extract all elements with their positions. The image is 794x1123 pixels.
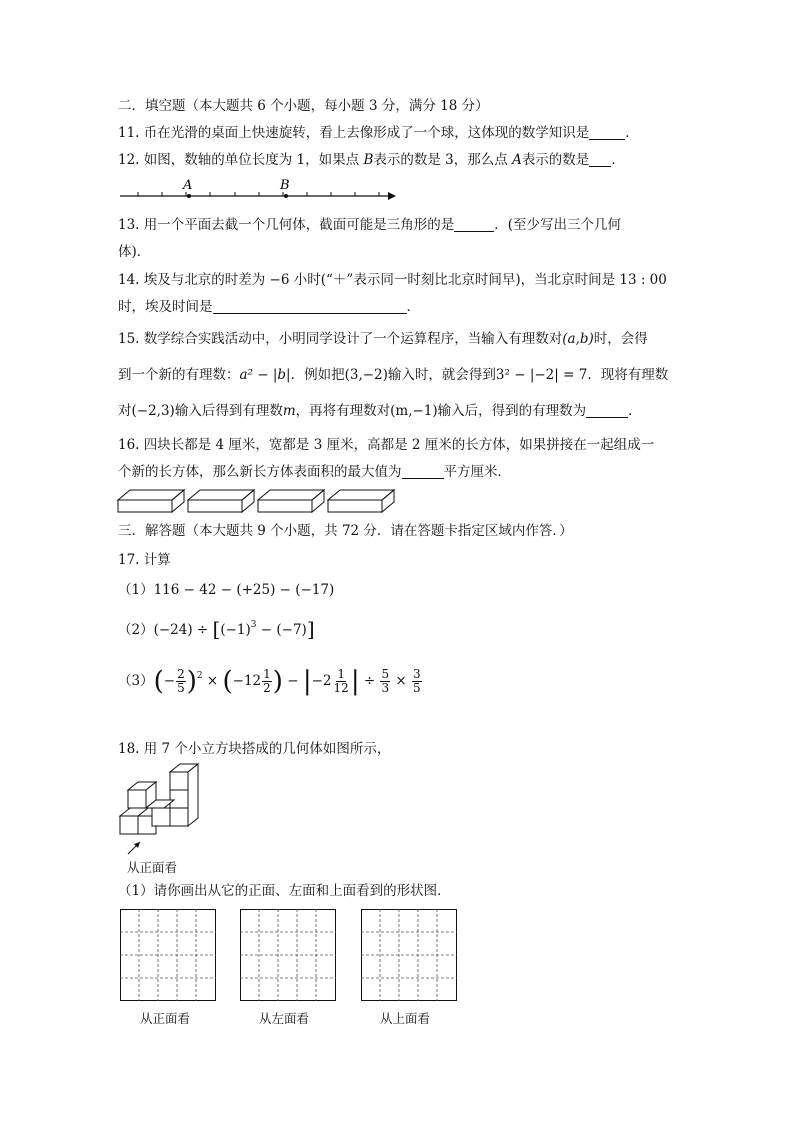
grid-caption-left: 从左面看 bbox=[259, 1011, 310, 1026]
question-16-line2 bbox=[118, 463, 511, 481]
q13-line2: 体)． bbox=[118, 244, 151, 260]
q11-answer-blank[interactable] bbox=[589, 125, 625, 140]
q12-text: 12. 如图，数轴的单位长度为 1，如果点 bbox=[118, 152, 360, 168]
q14-line2-end: ． bbox=[406, 299, 420, 315]
cube-stack-figure bbox=[118, 762, 208, 842]
q18-title: 18. 用 7 个小立方块搭成的几何体如图所示， bbox=[118, 741, 391, 757]
q17-p3-frac3: $\frac{5}{3}$ bbox=[381, 667, 390, 695]
q15-expr-example: 3² − |−2| = 7 bbox=[495, 367, 588, 383]
q15-line2-mid: ．例如把 bbox=[290, 367, 345, 383]
q15-pair-example: (3,−2) bbox=[344, 367, 388, 383]
q15-answer-blank[interactable] bbox=[586, 403, 628, 418]
q16-line1: 16. 四块长都是 4 厘米，宽都是 3 厘米，高都是 2 厘米的长方体，如果拼接在一起组成一 bbox=[118, 437, 655, 453]
cuboid-1 bbox=[118, 490, 184, 512]
number-line-label-a: A bbox=[183, 178, 193, 193]
q15-line1-end: 时，会得 bbox=[593, 331, 648, 347]
q17-title: 17. 计算 bbox=[118, 552, 171, 568]
q11-end: ． bbox=[625, 125, 639, 141]
q17-p2-expr-a: (−24) ÷ bbox=[153, 622, 213, 638]
grid-front-view[interactable] bbox=[120, 909, 216, 1001]
q14-line2: 时，埃及时间是 bbox=[118, 299, 213, 315]
q15-line1: 15. 数学综合实践活动中，小明同学设计了一个运算程序，当输入有理数对 bbox=[118, 331, 563, 347]
q15-line3-mid: 输入后得到有理数 bbox=[174, 403, 283, 419]
q12-point-b: B bbox=[363, 152, 374, 168]
q15-line2-mid2: 输入时，就会得到 bbox=[387, 367, 496, 383]
q17-p2-exponent: 3 bbox=[250, 620, 257, 630]
question-13 bbox=[118, 216, 621, 234]
q15-m: m bbox=[282, 403, 296, 419]
q17-p3-mixed1-int: −12 bbox=[232, 673, 262, 689]
q12-end2: ． bbox=[611, 152, 625, 168]
question-11 bbox=[118, 124, 639, 142]
grid-left-view[interactable] bbox=[240, 909, 336, 1001]
q17-p3-square: 2 bbox=[196, 671, 203, 681]
q16-answer-blank[interactable] bbox=[402, 464, 444, 479]
q17-p2-expr-b: (−1) bbox=[220, 622, 251, 638]
cuboid-4 bbox=[328, 490, 394, 512]
question-12 bbox=[118, 151, 625, 169]
q12-answer-blank[interactable] bbox=[589, 152, 611, 167]
q16-line2: 个新的长方体，那么新长方体表面积的最大值为 bbox=[118, 464, 402, 480]
q17-part3: （3）(− $\frac{2}{5}$ )$^2$ × (−12 $\frac{1}{2}$ ) − |−2 $\frac{1}{12}$ | ÷ $\frac{5}{3}$ × $\frac{3}{5}$ bbox=[118, 666, 421, 697]
q15-pair-input: (−2,3) bbox=[131, 403, 175, 419]
number-line bbox=[118, 176, 398, 204]
section-2-heading: 二．填空题（本大题共 6 个小题，每小题 3 分，满分 18 分） bbox=[118, 98, 489, 114]
q16-line2-end: 平方厘米． bbox=[443, 464, 511, 480]
q12-mid: 表示的数是 3，那么点 bbox=[373, 152, 508, 168]
q14-line1: 14. 埃及与北京的时差为 −6 小时(“＋”表示同一时刻比北京时间早)，当北京时间是 13 : 00 bbox=[118, 272, 667, 288]
q15-line2-end: ．现将有理数 bbox=[587, 367, 669, 383]
q13-line1: 13. 用一个平面去截一个几何体，截面可能是三角形的是 bbox=[118, 217, 455, 233]
q17-p3-frac4: $\frac{3}{5}$ bbox=[413, 667, 421, 695]
q15-pair-m: (m,−1) bbox=[390, 403, 438, 419]
section-3-heading: 三．解答题（本大题共 9 个小题，共 72 分．请在答题卡指定区域内作答．） bbox=[118, 523, 573, 539]
q11-text: 11. 币在光滑的桌面上快速旋转，看上去像形成了一个球，这体现的数学知识是 bbox=[118, 125, 590, 141]
q15-line3-mid2: ，再将有理数对 bbox=[295, 403, 391, 419]
q15-pair-ab: (a,b) bbox=[562, 331, 594, 347]
four-cuboids-figure bbox=[118, 488, 398, 516]
q15-expr: a² − |b| bbox=[239, 367, 291, 383]
question-14-line2 bbox=[118, 298, 420, 316]
q17-p3-mixed1-frac: $\frac{1}{2}$ bbox=[263, 667, 271, 695]
q13-line1-end: ．(至少写出三个几何 bbox=[494, 217, 622, 233]
q17-p3-label: （3） bbox=[118, 673, 154, 689]
q12-point-a: A bbox=[512, 152, 522, 168]
grid-top-view[interactable] bbox=[361, 909, 457, 1001]
q17-p1-label: （1） bbox=[118, 582, 154, 598]
q15-line2-start: 到一个新的有理数： bbox=[118, 367, 240, 383]
question-15-line2 bbox=[118, 366, 668, 384]
q17-p3-mixed2-int: −2 bbox=[311, 673, 332, 689]
q15-line3-mid3: 输入后，得到的有理数为 bbox=[437, 403, 587, 419]
q17-p2-label: （2） bbox=[118, 622, 154, 638]
q17-p1-expr: 116 − 42 − (+25) − (−17) bbox=[153, 582, 335, 598]
grid-caption-front: 从正面看 bbox=[140, 1011, 191, 1026]
q18-sub1: （1）请你画出从它的正面、左面和上面看到的形状图． bbox=[118, 883, 451, 899]
q17-part1 bbox=[118, 581, 334, 599]
q17-part2: $(2)(-24) \div [(-1)^3 - (-7)]$ bbox=[118, 617, 315, 641]
q15-line3-end: ． bbox=[628, 403, 642, 419]
q13-answer-blank[interactable] bbox=[454, 217, 494, 232]
cuboid-2 bbox=[188, 490, 254, 512]
q15-line3-start: 对 bbox=[118, 403, 132, 419]
q12-end: 表示的数是 bbox=[521, 152, 590, 168]
q17-p3-frac1: $\frac{2}{5}$ bbox=[177, 667, 185, 695]
grid-caption-top: 从上面看 bbox=[380, 1011, 431, 1026]
q17-p2-expr-c: − (−7) bbox=[256, 622, 307, 638]
question-15-line1 bbox=[118, 330, 648, 348]
front-view-caption: 从正面看 bbox=[127, 860, 178, 875]
question-15-line3 bbox=[118, 402, 642, 420]
q17-p3-mixed2-frac: $\frac{1}{12}$ bbox=[333, 667, 349, 695]
cuboid-3 bbox=[258, 490, 324, 512]
number-line-label-b: B bbox=[280, 178, 290, 193]
q14-answer-blank[interactable] bbox=[213, 299, 407, 314]
